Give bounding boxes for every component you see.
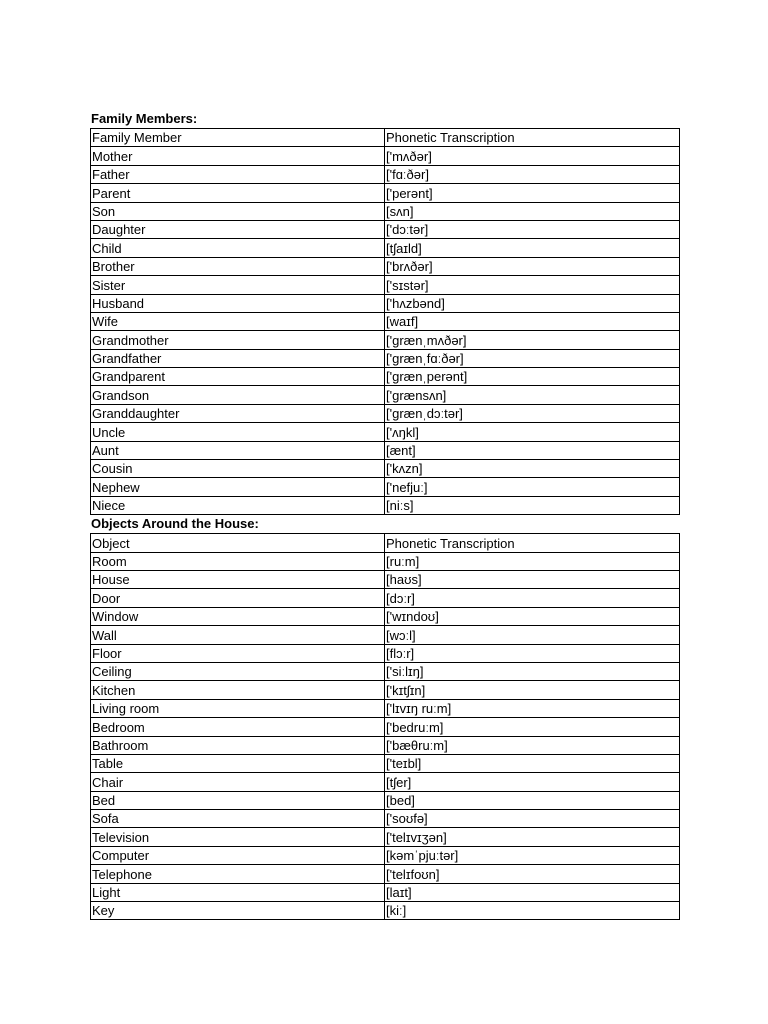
term-cell: Aunt: [91, 441, 385, 459]
phonetic-cell: [wɔːl]: [385, 626, 680, 644]
table-row: [91, 644, 680, 662]
phonetic-cell: ['grænˌdɔːtər]: [385, 404, 680, 422]
table-row: [91, 386, 680, 404]
table-row: [91, 846, 680, 864]
term-cell: Light: [91, 883, 385, 901]
phonetic-cell: ['grænˌperənt]: [385, 368, 680, 386]
table-row: [91, 570, 680, 588]
term-cell: Wall: [91, 626, 385, 644]
table-row: [91, 165, 680, 183]
phonetic-cell: [laɪt]: [385, 883, 680, 901]
phonetic-cell: [kiː]: [385, 902, 680, 920]
column-header: Object: [91, 534, 385, 552]
term-cell: Sister: [91, 276, 385, 294]
term-cell: Uncle: [91, 423, 385, 441]
phonetic-cell: ['soʊfə]: [385, 810, 680, 828]
phonetic-cell: [ænt]: [385, 441, 680, 459]
term-cell: Grandparent: [91, 368, 385, 386]
table-row: [91, 754, 680, 772]
phonetic-cell: ['grænˌmʌðər]: [385, 331, 680, 349]
term-cell: Door: [91, 589, 385, 607]
phonetic-cell: ['nefjuː]: [385, 478, 680, 496]
phonetic-cell: [flɔːr]: [385, 644, 680, 662]
table-row: [91, 460, 680, 478]
table-header-row: [91, 129, 680, 147]
phonetic-cell: ['ʌŋkl]: [385, 423, 680, 441]
phonetic-cell: ['sɪstər]: [385, 276, 680, 294]
term-cell: Daughter: [91, 220, 385, 238]
table-row: [91, 736, 680, 754]
table-row: [91, 202, 680, 220]
table-row: [91, 828, 680, 846]
table-row: [91, 699, 680, 717]
term-cell: Cousin: [91, 460, 385, 478]
term-cell: Parent: [91, 184, 385, 202]
term-cell: Father: [91, 165, 385, 183]
term-cell: Floor: [91, 644, 385, 662]
term-cell: House: [91, 570, 385, 588]
term-cell: Key: [91, 902, 385, 920]
column-header: Phonetic Transcription: [385, 129, 680, 147]
phonetic-cell: [kəmˈpjuːtər]: [385, 846, 680, 864]
term-cell: Television: [91, 828, 385, 846]
term-cell: Wife: [91, 312, 385, 330]
phonetic-cell: ['mʌðər]: [385, 147, 680, 165]
table-row: [91, 791, 680, 809]
phonetic-cell: ['grænˌfɑːðər]: [385, 349, 680, 367]
table-row: [91, 496, 680, 514]
table-row: [91, 883, 680, 901]
table-row: [91, 810, 680, 828]
term-cell: Granddaughter: [91, 404, 385, 422]
table-row: [91, 276, 680, 294]
phonetic-cell: ['dɔːtər]: [385, 220, 680, 238]
table-row: [91, 718, 680, 736]
term-cell: Ceiling: [91, 662, 385, 680]
table-row: [91, 368, 680, 386]
table-header-row: [91, 534, 680, 552]
table-row: [91, 331, 680, 349]
phonetic-cell: [niːs]: [385, 496, 680, 514]
term-cell: Window: [91, 607, 385, 625]
table-row: [91, 349, 680, 367]
term-cell: Computer: [91, 846, 385, 864]
phonetic-cell: ['lɪvɪŋ ruːm]: [385, 699, 680, 717]
family-members-table: [90, 128, 680, 515]
phonetic-cell: ['teɪbl]: [385, 754, 680, 772]
term-cell: Table: [91, 754, 385, 772]
phonetic-cell: [ruːm]: [385, 552, 680, 570]
phonetic-cell: ['telɪfoʊn]: [385, 865, 680, 883]
table-row: [91, 404, 680, 422]
column-header: Family Member: [91, 129, 385, 147]
phonetic-cell: ['grænsʌn]: [385, 386, 680, 404]
phonetic-cell: ['kɪtʃɪn]: [385, 681, 680, 699]
phonetic-cell: [tʃaɪld]: [385, 239, 680, 257]
term-cell: Nephew: [91, 478, 385, 496]
table-row: [91, 662, 680, 680]
table-row: [91, 902, 680, 920]
term-cell: Bathroom: [91, 736, 385, 754]
section-title-objects: Objects Around the House:: [91, 516, 259, 532]
term-cell: Grandfather: [91, 349, 385, 367]
phonetic-cell: ['brʌðər]: [385, 257, 680, 275]
phonetic-cell: ['bæθruːm]: [385, 736, 680, 754]
phonetic-cell: [tʃer]: [385, 773, 680, 791]
phonetic-cell: [sʌn]: [385, 202, 680, 220]
term-cell: Bedroom: [91, 718, 385, 736]
term-cell: Living room: [91, 699, 385, 717]
phonetic-cell: ['kʌzn]: [385, 460, 680, 478]
phonetic-cell: ['telɪvɪʒən]: [385, 828, 680, 846]
phonetic-cell: ['wɪndoʊ]: [385, 607, 680, 625]
table-row: [91, 681, 680, 699]
term-cell: Husband: [91, 294, 385, 312]
term-cell: Bed: [91, 791, 385, 809]
term-cell: Chair: [91, 773, 385, 791]
term-cell: Brother: [91, 257, 385, 275]
term-cell: Grandson: [91, 386, 385, 404]
phonetic-cell: [waɪf]: [385, 312, 680, 330]
table-row: [91, 552, 680, 570]
table-row: [91, 294, 680, 312]
term-cell: Room: [91, 552, 385, 570]
table-row: [91, 239, 680, 257]
table-row: [91, 865, 680, 883]
term-cell: Telephone: [91, 865, 385, 883]
table-row: [91, 220, 680, 238]
term-cell: Kitchen: [91, 681, 385, 699]
table-row: [91, 312, 680, 330]
term-cell: Mother: [91, 147, 385, 165]
document-page: [90, 110, 679, 920]
term-cell: Niece: [91, 496, 385, 514]
phonetic-cell: ['hʌzbənd]: [385, 294, 680, 312]
term-cell: Child: [91, 239, 385, 257]
table-row: [91, 773, 680, 791]
table-row: [91, 147, 680, 165]
table-row: [91, 423, 680, 441]
table-row: [91, 184, 680, 202]
column-header: Phonetic Transcription: [385, 534, 680, 552]
table-row: [91, 589, 680, 607]
table-row: [91, 626, 680, 644]
table-row: [91, 441, 680, 459]
phonetic-cell: ['perənt]: [385, 184, 680, 202]
phonetic-cell: [dɔːr]: [385, 589, 680, 607]
term-cell: Son: [91, 202, 385, 220]
section-title-family: Family Members:: [91, 111, 198, 126]
phonetic-cell: ['siːlɪŋ]: [385, 662, 680, 680]
phonetic-cell: ['fɑːðər]: [385, 165, 680, 183]
table-row: [91, 478, 680, 496]
phonetic-cell: ['bedruːm]: [385, 718, 680, 736]
phonetic-cell: [bed]: [385, 791, 680, 809]
house-objects-table: [90, 533, 680, 920]
phonetic-cell: [haʊs]: [385, 570, 680, 588]
table-row: [91, 607, 680, 625]
term-cell: Sofa: [91, 810, 385, 828]
table-row: [91, 257, 680, 275]
term-cell: Grandmother: [91, 331, 385, 349]
